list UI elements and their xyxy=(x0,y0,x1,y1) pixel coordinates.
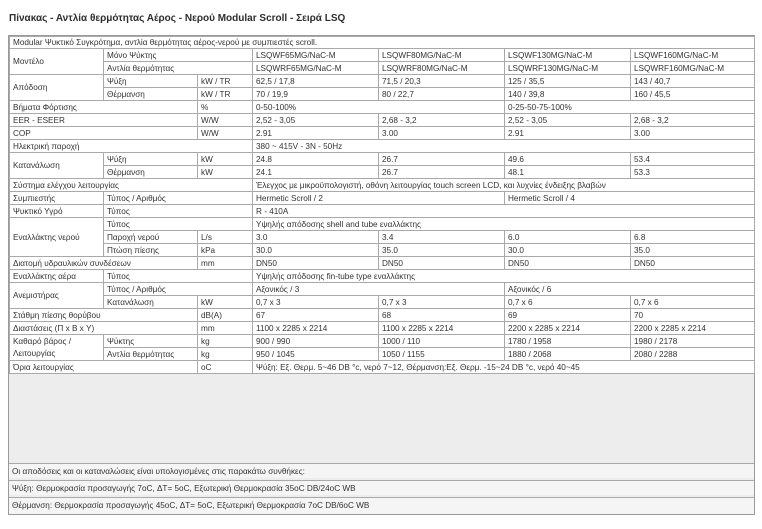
cell: 30.0 xyxy=(505,244,631,257)
table-row xyxy=(10,348,755,361)
cell: DN50 xyxy=(379,257,505,270)
cell: 0,7 x 3 xyxy=(253,296,379,309)
sub-label: Ψύξη xyxy=(104,75,198,88)
sub-label: Τύπος / Αριθμός xyxy=(104,192,253,205)
table-row xyxy=(10,361,755,374)
cell: DN50 xyxy=(505,257,631,270)
table-row xyxy=(10,244,755,257)
table-row xyxy=(10,49,755,62)
unit: kW xyxy=(198,166,253,179)
row-label: Σύστημα ελέγχου λειτουργίας xyxy=(10,179,253,192)
row-label: Μοντέλο xyxy=(10,49,104,75)
cell: 24.1 xyxy=(253,166,379,179)
cell: 380 ~ 415V - 3N - 50Hz xyxy=(253,140,755,153)
cell: 48.1 xyxy=(505,166,631,179)
table-row xyxy=(10,114,755,127)
row-label: Βήματα Φόρτισης xyxy=(10,101,198,114)
cell: 2,52 - 3,05 xyxy=(505,114,631,127)
unit: mm xyxy=(198,257,253,270)
cell: Hermetic Scroll / 2 xyxy=(253,192,505,205)
cell: 30.0 xyxy=(253,244,379,257)
cell: 49.6 xyxy=(505,153,631,166)
cell: 53.4 xyxy=(631,153,755,166)
cell: 3.00 xyxy=(631,127,755,140)
table-row xyxy=(10,335,755,348)
row-label: Διαστάσεις (Π x Β x Υ) xyxy=(10,322,198,335)
row-label: Ανεμιστήρας xyxy=(10,283,104,309)
unit: kW xyxy=(198,153,253,166)
cell: LSQWF65MG/NaC-M xyxy=(253,49,379,62)
sub-label: Τύπος xyxy=(104,218,253,231)
cell: LSQWF80MG/NaC-M xyxy=(379,49,505,62)
cell: DN50 xyxy=(253,257,379,270)
table-row xyxy=(10,218,755,231)
row-label: Καθαρό βάρος / Λειτουργίας xyxy=(10,335,104,361)
sub-label: Πτώση πίεσης xyxy=(104,244,198,257)
sub-label: Κατανάλωση xyxy=(104,296,198,309)
unit: kW xyxy=(198,296,253,309)
cell: 2,68 - 3,2 xyxy=(631,114,755,127)
cell: 67 xyxy=(253,309,379,322)
cell: 2.91 xyxy=(253,127,379,140)
unit: kW / TR xyxy=(198,88,253,101)
cell: LSQWRF160MG/NaC-M xyxy=(631,62,755,75)
table-row xyxy=(10,127,755,140)
sub-label: Θέρμανση xyxy=(104,166,198,179)
footnote: Οι αποδόσεις και οι καταναλώσεις είναι υπολογισμένες στις παρακάτω συνθήκες: xyxy=(9,463,754,478)
table-row xyxy=(10,283,755,296)
cell: 0,7 x 3 xyxy=(379,296,505,309)
row-label: COP xyxy=(10,127,198,140)
cell: 3.0 xyxy=(253,231,379,244)
sub-label: Μόνο Ψύκτης xyxy=(104,49,253,62)
spec-table xyxy=(9,36,755,374)
cell: LSQWRF80MG/NaC-M xyxy=(379,62,505,75)
sub-label: Παροχή νερού xyxy=(104,231,198,244)
cell: Ψύξη: Εξ. Θερμ. 5~46 DB °c, νερό 7~12, Θέρμανση:Εξ. Θερμ. -15~24 DB °c, νερό 40~45 xyxy=(253,361,755,374)
cell: R - 410A xyxy=(253,205,755,218)
spec-table-frame xyxy=(8,35,755,515)
unit: kPa xyxy=(198,244,253,257)
cell: 1050 / 1155 xyxy=(379,348,505,361)
cell: 1880 / 2068 xyxy=(505,348,631,361)
cell: 950 / 1045 xyxy=(253,348,379,361)
cell: Αξονικός / 3 xyxy=(253,283,505,296)
cell: 53.3 xyxy=(631,166,755,179)
cell: 26.7 xyxy=(379,166,505,179)
table-row xyxy=(10,140,755,153)
cell: 0-50-100% xyxy=(253,101,505,114)
cell: DN50 xyxy=(631,257,755,270)
unit: mm xyxy=(198,322,253,335)
sub-label: Τύπος xyxy=(104,270,253,283)
cell: 2200 x 2285 x 2214 xyxy=(505,322,631,335)
table-row xyxy=(10,270,755,283)
unit: kg xyxy=(198,335,253,348)
cell: 6.0 xyxy=(505,231,631,244)
unit: L/s xyxy=(198,231,253,244)
unit: W/W xyxy=(198,114,253,127)
sub-label: Τύπος / Αριθμός xyxy=(104,283,253,296)
table-row xyxy=(10,179,755,192)
row-label: Ηλεκτρική παροχή xyxy=(10,140,253,153)
unit: kW / TR xyxy=(198,75,253,88)
table-row xyxy=(10,75,755,88)
sub-label: Αντλία θερμότητας xyxy=(104,348,198,361)
cell: 1780 / 1958 xyxy=(505,335,631,348)
cell: 2080 / 2288 xyxy=(631,348,755,361)
row-label: Ψυκτικό Υγρό xyxy=(10,205,104,218)
unit: kg xyxy=(198,348,253,361)
cell: Αξονικός / 6 xyxy=(505,283,755,296)
page-title: Πίνακας - Αντλία θερμότητας Αέρος - Νερού Modular Scroll - Σειρά LSQ xyxy=(9,13,346,24)
table-row xyxy=(10,166,755,179)
table-row xyxy=(10,62,755,75)
cell: LSQWRF65MG/NaC-M xyxy=(253,62,379,75)
cell: 71,5 / 20,3 xyxy=(379,75,505,88)
cell: Υψηλής απόδοσης shell and tube εναλλάκτης xyxy=(253,218,755,231)
cell: Υψηλής απόδοσης fin-tube type εναλλάκτης xyxy=(253,270,755,283)
sub-label: Τύπος xyxy=(104,205,253,218)
cell: 0,7 x 6 xyxy=(631,296,755,309)
unit: oC xyxy=(198,361,253,374)
row-label: Στάθμη πίεσης θορύβου xyxy=(10,309,198,322)
cell: 1980 / 2178 xyxy=(631,335,755,348)
table-row xyxy=(10,88,755,101)
cell: 69 xyxy=(505,309,631,322)
sub-label: Ψύκτης xyxy=(104,335,198,348)
cell: 160 / 45,5 xyxy=(631,88,755,101)
cell: LSQWF160MG/NaC-M xyxy=(631,49,755,62)
cell: LSQWF130MG/NaC-M xyxy=(505,49,631,62)
cell: 6.8 xyxy=(631,231,755,244)
cell: 1100 x 2285 x 2214 xyxy=(253,322,379,335)
table-row xyxy=(10,257,755,270)
table-row xyxy=(10,37,755,49)
cell: LSQWRF130MG/NaC-M xyxy=(505,62,631,75)
row-label: Συμπιεστής xyxy=(10,192,104,205)
cell: 3.00 xyxy=(379,127,505,140)
row-label: EER - ESEER xyxy=(10,114,198,127)
row-label: Διατομή υδραυλικών συνδέσεων xyxy=(10,257,198,270)
unit: % xyxy=(198,101,253,114)
row-label: Εναλλάκτης αέρα xyxy=(10,270,104,283)
row-label: Κατανάλωση xyxy=(10,153,104,179)
row-label: Όρια λειτουργίας xyxy=(10,361,198,374)
cell: 62,5 / 17,8 xyxy=(253,75,379,88)
cell: 68 xyxy=(379,309,505,322)
footnote: Θέρμανση: Θερμοκρασία προσαγωγής 45oC, ΔT= 5oC, Εξωτερική Θερμοκρασία 7oC DB/6oC WB xyxy=(9,497,754,514)
header-cell: Modular Ψυκτικό Συγκρότημα, αντλία θερμότητας αέρος-νερού με συμπιεστές scroll. xyxy=(10,37,755,49)
cell: 35.0 xyxy=(631,244,755,257)
cell: 0,7 x 6 xyxy=(505,296,631,309)
footnote: Ψύξη: Θερμοκρασία προσαγωγής 7oC, ΔT= 5oC, Εξωτερική Θερμοκρασία 35oC DB/24oC WB xyxy=(9,480,754,495)
table-row xyxy=(10,231,755,244)
cell: 1100 x 2285 x 2214 xyxy=(379,322,505,335)
cell: 35.0 xyxy=(379,244,505,257)
unit: W/W xyxy=(198,127,253,140)
table-row xyxy=(10,153,755,166)
table-row xyxy=(10,309,755,322)
cell: 125 / 35,5 xyxy=(505,75,631,88)
cell: 140 / 39,8 xyxy=(505,88,631,101)
table-row xyxy=(10,296,755,309)
cell: 70 xyxy=(631,309,755,322)
table-row xyxy=(10,192,755,205)
cell: 80 / 22,7 xyxy=(379,88,505,101)
row-label: Απόδοση xyxy=(10,75,104,101)
cell: 2,52 - 3,05 xyxy=(253,114,379,127)
unit: dB(A) xyxy=(198,309,253,322)
sub-label: Θέρμανση xyxy=(104,88,198,101)
cell: 26.7 xyxy=(379,153,505,166)
cell: 24.8 xyxy=(253,153,379,166)
cell: Hermetic Scroll / 4 xyxy=(505,192,755,205)
cell: 900 / 990 xyxy=(253,335,379,348)
cell: 3.4 xyxy=(379,231,505,244)
sub-label: Ψύξη xyxy=(104,153,198,166)
cell: 0-25-50-75-100% xyxy=(505,101,755,114)
cell: 70 / 19,9 xyxy=(253,88,379,101)
table-row xyxy=(10,322,755,335)
cell: 1000 / 110 xyxy=(379,335,505,348)
cell: 2200 x 2285 x 2214 xyxy=(631,322,755,335)
table-row xyxy=(10,101,755,114)
row-label: Εναλλάκτης νερού xyxy=(10,218,104,257)
sub-label: Αντλία θερμότητας xyxy=(104,62,253,75)
cell: 143 / 40,7 xyxy=(631,75,755,88)
cell: 2,68 - 3,2 xyxy=(379,114,505,127)
table-row xyxy=(10,205,755,218)
cell: Έλεγχος με μικροϋπολογιστή, οθόνη λειτουργίας touch screen LCD, και λυχνίες ένδειξης βλαβών xyxy=(253,179,755,192)
cell: 2.91 xyxy=(505,127,631,140)
